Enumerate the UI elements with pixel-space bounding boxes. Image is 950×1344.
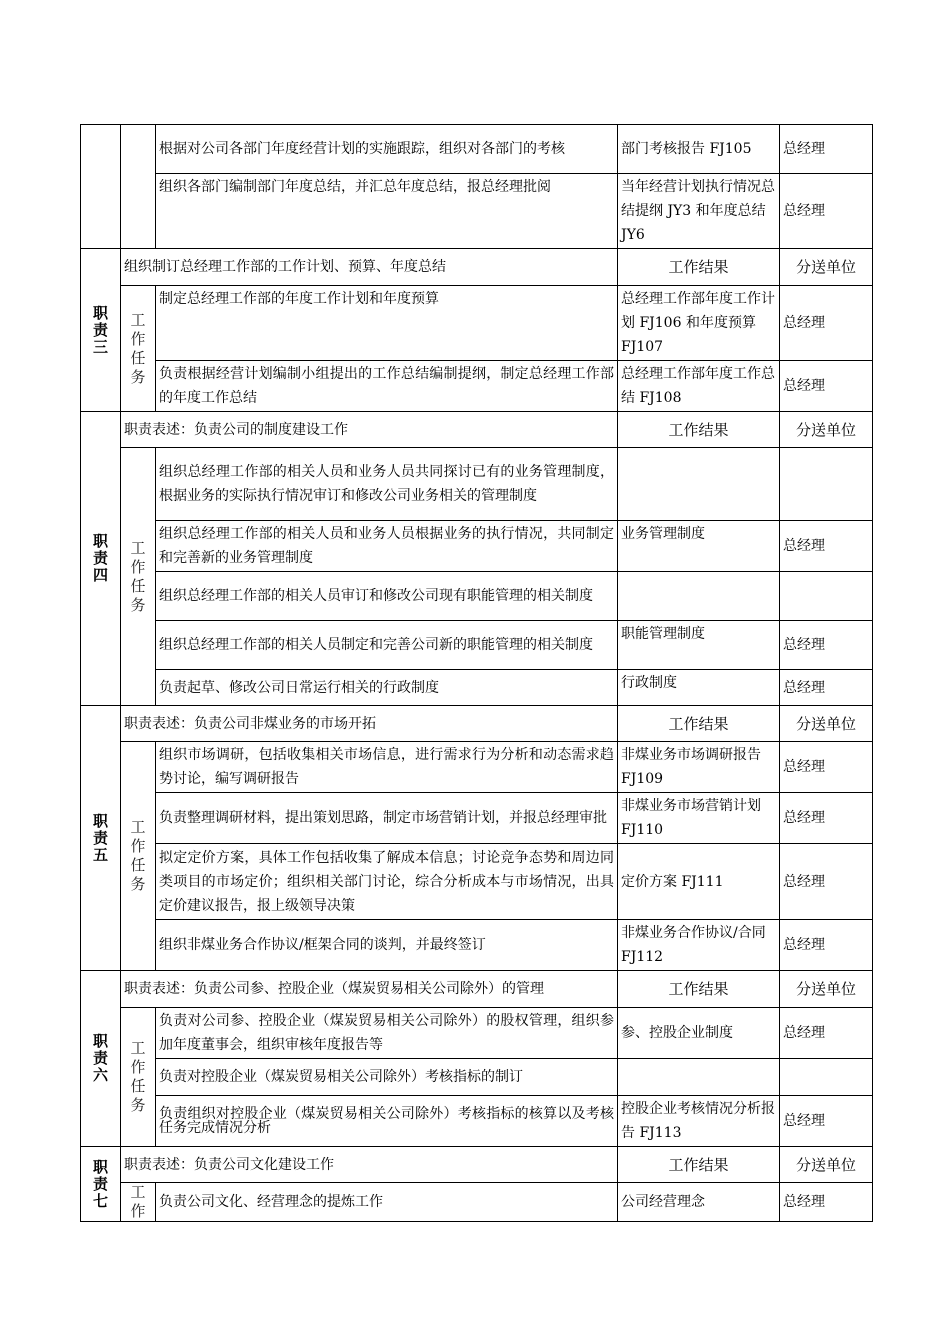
task-cell: 制定总经理工作部的年度工作计划和年度预算 xyxy=(156,286,618,361)
result-header: 工作结果 xyxy=(618,1147,780,1183)
result-header: 工作结果 xyxy=(618,971,780,1008)
result-cell: 非煤业务市场调研报告 FJ109 xyxy=(618,742,780,793)
result-cell: 总经理工作部年度工作计划 FJ106 和年度预算 FJ107 xyxy=(618,286,780,361)
task-cell: 组织总经理工作部的相关人员和业务人员根据业务的执行情况，共同制定和完善新的业务管理制度 xyxy=(156,521,618,572)
dist-cell xyxy=(780,1059,873,1096)
dist-cell: 总经理 xyxy=(780,521,873,572)
section-header-row xyxy=(81,412,873,448)
section-sublabel: 工作任务 xyxy=(121,286,156,412)
table-row xyxy=(81,844,873,920)
section-sublabel: 工作 xyxy=(121,1183,156,1222)
dist-cell: 总经理 xyxy=(780,286,873,361)
task-cell: 组织总经理工作部的相关人员制定和完善公司新的职能管理的相关制度 xyxy=(156,621,618,670)
section-label: 职责四 xyxy=(81,412,121,706)
result-cell: 参、控股企业制度 xyxy=(618,1008,780,1059)
section-sublabel-blank xyxy=(121,125,156,249)
task-cell: 负责整理调研材料，提出策划思路，制定市场营销计划，并报总经理审批 xyxy=(156,793,618,844)
table-row xyxy=(81,1059,873,1096)
section-label: 职责五 xyxy=(81,706,121,971)
dist-cell: 总经理 xyxy=(780,125,873,174)
task-cell: 组织总经理工作部的相关人员和业务人员共同探讨已有的业务管理制度，根据业务的实际执行情况审订和修改公司业务相关的管理制度 xyxy=(156,448,618,521)
table-row xyxy=(81,572,873,621)
section-label: 职责六 xyxy=(81,971,121,1147)
result-cell xyxy=(618,448,780,521)
result-cell: 职能管理制度 xyxy=(618,621,780,670)
task-cell: 负责根据经营计划编制小组提出的工作总结编制提纲，制定总经理工作部的年度工作总结 xyxy=(156,361,618,412)
section-label: 职责三 xyxy=(81,249,121,412)
dist-cell: 总经理 xyxy=(780,1008,873,1059)
table-row xyxy=(81,448,873,521)
dist-cell: 总经理 xyxy=(780,920,873,971)
section-description: 职责表述：负责公司参、控股企业（煤炭贸易相关公司除外）的管理 xyxy=(121,971,618,1008)
table-row xyxy=(81,1096,873,1147)
dist-cell: 总经理 xyxy=(780,1183,873,1222)
task-cell: 组织市场调研，包括收集相关市场信息，进行需求行为分析和动态需求趋势讨论，编写调研报告 xyxy=(156,742,618,793)
result-cell: 总经理工作部年度工作总结 FJ108 xyxy=(618,361,780,412)
task-cell: 组织总经理工作部的相关人员审订和修改公司现有职能管理的相关制度 xyxy=(156,572,618,621)
result-cell: 业务管理制度 xyxy=(618,521,780,572)
dist-header: 分送单位 xyxy=(780,249,873,286)
dist-cell xyxy=(780,448,873,521)
table-row xyxy=(81,920,873,971)
section-label-blank xyxy=(81,125,121,249)
result-cell: 当年经营计划执行情况总结提纲 JY3 和年度总结 JY6 xyxy=(618,174,780,249)
dist-cell: 总经理 xyxy=(780,670,873,706)
result-cell: 非煤业务市场营销计划 FJ110 xyxy=(618,793,780,844)
section-description: 职责表述：负责公司的制度建设工作 xyxy=(121,412,618,448)
result-cell: 非煤业务合作协议/合同 FJ112 xyxy=(618,920,780,971)
section-sublabel: 工作任务 xyxy=(121,448,156,706)
table-row xyxy=(81,361,873,412)
section-description: 组织制订总经理工作部的工作计划、预算、年度总结 xyxy=(121,249,618,286)
table-row xyxy=(81,742,873,793)
result-header: 工作结果 xyxy=(618,412,780,448)
section-header-row xyxy=(81,249,873,286)
task-cell: 组织非煤业务合作协议/框架合同的谈判，并最终签订 xyxy=(156,920,618,971)
dist-header: 分送单位 xyxy=(780,971,873,1008)
dist-header: 分送单位 xyxy=(780,412,873,448)
dist-header: 分送单位 xyxy=(780,706,873,742)
dist-cell: 总经理 xyxy=(780,1096,873,1147)
dist-header: 分送单位 xyxy=(780,1147,873,1183)
table-row xyxy=(81,793,873,844)
table-row xyxy=(81,1008,873,1059)
result-cell: 控股企业考核情况分析报告 FJ113 xyxy=(618,1096,780,1147)
task-cell: 拟定定价方案，具体工作包括收集了解成本信息；讨论竞争态势和周边同类项目的市场定价；组织相关部门讨论，综合分析成本与市场情况，出具定价建议报告，报上级领导决策 xyxy=(156,844,618,920)
table-row xyxy=(81,670,873,706)
task-cell: 根据对公司各部门年度经营计划的实施跟踪，组织对各部门的考核 xyxy=(156,125,618,174)
task-cell: 负责起草、修改公司日常运行相关的行政制度 xyxy=(156,670,618,706)
section-sublabel: 工作任务 xyxy=(121,742,156,971)
result-cell xyxy=(618,572,780,621)
result-header: 工作结果 xyxy=(618,706,780,742)
dist-cell: 总经理 xyxy=(780,793,873,844)
result-cell: 定价方案 FJ111 xyxy=(618,844,780,920)
dist-cell xyxy=(780,572,873,621)
dist-cell: 总经理 xyxy=(780,742,873,793)
dist-cell: 总经理 xyxy=(780,361,873,412)
section-header-row xyxy=(81,706,873,742)
table-row xyxy=(81,621,873,670)
result-header: 工作结果 xyxy=(618,249,780,286)
section-label: 职责七 xyxy=(81,1147,121,1222)
result-cell: 公司经营理念 xyxy=(618,1183,780,1222)
result-cell: 行政制度 xyxy=(618,670,780,706)
section-description: 职责表述：负责公司文化建设工作 xyxy=(121,1147,618,1183)
task-cell: 负责公司文化、经营理念的提炼工作 xyxy=(156,1183,618,1222)
dist-cell: 总经理 xyxy=(780,174,873,249)
section-header-row xyxy=(81,971,873,1008)
duty-table xyxy=(80,124,873,1222)
result-cell: 部门考核报告 FJ105 xyxy=(618,125,780,174)
task-cell: 负责组织对控股企业（煤炭贸易相关公司除外）考核指标的核算以及考核任务完成情况分析 xyxy=(156,1096,618,1147)
task-cell: 负责对控股企业（煤炭贸易相关公司除外）考核指标的制订 xyxy=(156,1059,618,1096)
table-row xyxy=(81,174,873,249)
result-cell xyxy=(618,1059,780,1096)
dist-cell: 总经理 xyxy=(780,621,873,670)
table-row xyxy=(81,125,873,174)
section-header-row xyxy=(81,1147,873,1183)
section-sublabel: 工作任务 xyxy=(121,1008,156,1147)
table-row xyxy=(81,521,873,572)
task-cell: 负责对公司参、控股企业（煤炭贸易相关公司除外）的股权管理，组织参加年度董事会，组织审核年度报告等 xyxy=(156,1008,618,1059)
table-row xyxy=(81,1183,873,1222)
task-cell: 组织各部门编制部门年度总结，并汇总年度总结，报总经理批阅 xyxy=(156,174,618,249)
section-description: 职责表述：负责公司非煤业务的市场开拓 xyxy=(121,706,618,742)
dist-cell: 总经理 xyxy=(780,844,873,920)
table-row xyxy=(81,286,873,361)
